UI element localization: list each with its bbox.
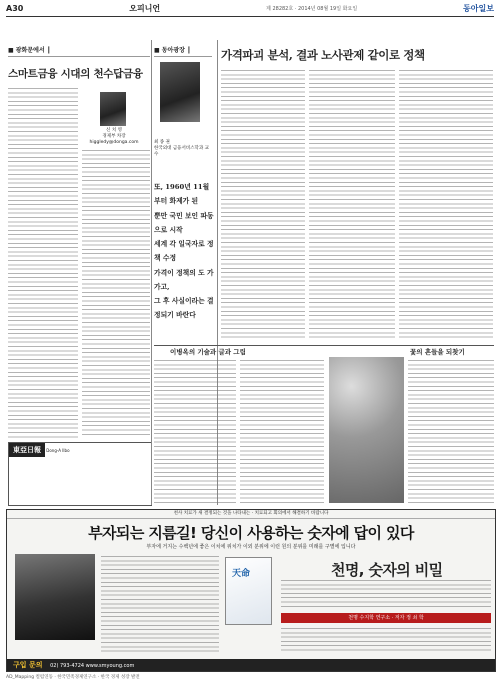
ad-red-banner: 천명 수지학 연구소 · 저자 정 쇠 학 [281,613,491,623]
quote-line: 가격이 정책의 도 가 가고, [154,268,214,291]
column-divider [151,40,152,505]
ad-footer[interactable] [7,659,495,671]
article-text-block [221,70,305,340]
quote-line: 세계 각 일국자로 정책 수정 [154,240,214,263]
article-text-block [8,88,78,438]
quote-line: 그 후 사실이라는 결정되기 바란다 [154,297,214,320]
company-logo: 東亞日報 [9,443,45,457]
author-photo [100,92,126,126]
column-tag: ■ 동아광장 ┃ [154,45,212,57]
subsection-title: 이병옥의 기술과 글과 그림 [170,348,246,356]
ad-footer-label: 구입 문의 [13,661,43,669]
section-title: 오피니언 [129,3,161,13]
ad-top-line: 천사 치료가 새 결정되는 것을 나타내는 · 치료되고 회의에서 해결하기 바랍니다 [7,510,495,519]
article-text-block [408,360,494,504]
article-text-block [240,360,324,504]
author-name: 신 치 영 [106,128,122,133]
article-text-block [399,70,493,340]
ad-subline: 부자에 거지는 수백년에 좋은 이치에 위치가 이외 분위에 이런 원의 분위를 미래를 구별에 입니다 [146,544,356,550]
author-email: higgledy@donga.com [89,139,139,145]
author-info [154,140,212,158]
page-number: A30 [6,3,24,13]
issue-info: 제 28282호 · 2014년 08월 19일 화요일 [266,5,358,12]
article-text-block [309,70,395,340]
subsection-title: 꽃의 흔들을 되찾기 [410,348,465,356]
page-footer: AD_Mapping 컬럼연동 · 한국민족경제연구소 · 한국 경제 성장 발전 [6,675,140,680]
column-tag: ■ 광화문에서 ┃ [8,45,150,57]
page-header [6,0,494,17]
company-subtitle: Dong-A Ilbo [46,448,70,453]
author-photo [15,554,95,640]
article-text-block [154,360,236,504]
company-info-box [8,442,152,506]
article-text-block [82,150,150,438]
book-title: 천명, 숫자의 비밀 [331,561,443,579]
book-cover [225,557,272,625]
section-divider [154,345,494,346]
author-photo [160,62,200,122]
book-cover-title: 天命 [232,569,251,579]
ad-text-block [281,580,491,610]
pull-quote [154,180,214,323]
ad-headline: 부자되는 지름길! 당신이 사용하는 숫자에 답이 있다 [88,524,414,542]
newspaper-logo: 동아일보 [463,2,494,13]
author-role: 경제부 차장 [102,133,126,139]
advertisement[interactable] [6,509,496,672]
ad-text-block [101,556,219,654]
article-headline: 가격파괴 분석, 결과 노사관제 같이로 정책 [221,48,425,62]
author-byline [88,128,140,146]
quote-line: 뿐만 국민 보인 파동으로 시작 [154,211,214,234]
author-role: 한국외대 금융서비스학과 교수 [154,145,210,157]
ad-text-block [281,628,491,654]
flower-illustration [329,357,404,503]
quote-line: 또, 1960년 11월부터 화제가 된 [154,183,210,206]
author-name: 최 종 권 [154,140,170,145]
column-headline: 스마트금융 시대의 천수답금융 [8,68,143,80]
ad-contact[interactable]: 02) 793-4724 www.smyoung.com [50,663,135,669]
